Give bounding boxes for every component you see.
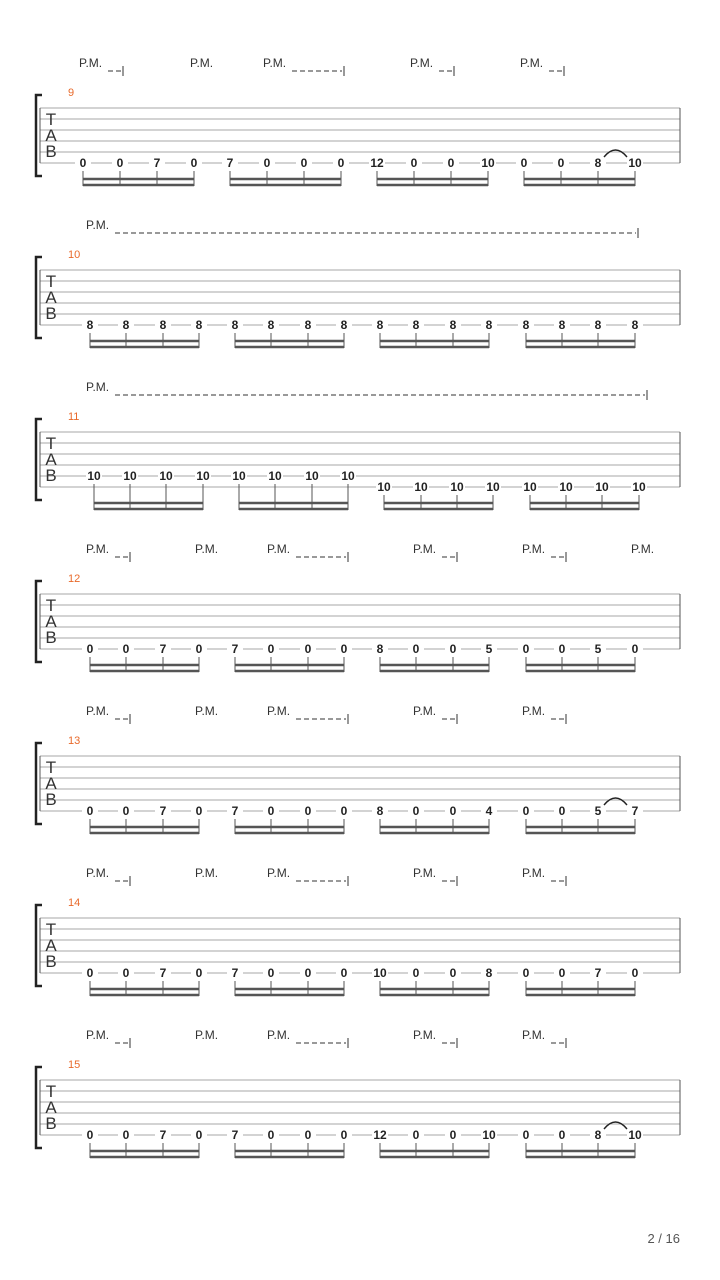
fret-number: 10	[486, 480, 500, 494]
fret-number: 7	[159, 1128, 167, 1142]
palm-mute-label: P.M.	[86, 704, 110, 718]
palm-mute-label: P.M.	[86, 1028, 110, 1042]
fret-number: 8	[631, 318, 639, 332]
tab-clef-letter: A	[45, 936, 57, 955]
palm-mute-label: P.M.	[522, 704, 546, 718]
palm-mute-label: P.M.	[522, 542, 546, 556]
fret-number: 10	[523, 480, 537, 494]
fret-number: 0	[449, 966, 457, 980]
measure-number: 10	[68, 249, 81, 261]
palm-mute-label: P.M.	[195, 704, 219, 718]
tab-system	[36, 866, 680, 996]
fret-number: 0	[340, 642, 348, 656]
fret-number: 10	[559, 480, 573, 494]
fret-number: 0	[267, 966, 275, 980]
fret-number: 0	[410, 156, 418, 170]
measure-number: 13	[68, 735, 81, 747]
palm-mute-label: P.M.	[86, 218, 110, 232]
fret-number: 5	[485, 642, 493, 656]
fret-number: 0	[86, 1128, 94, 1142]
fret-number: 10	[377, 480, 391, 494]
fret-number: 0	[304, 642, 312, 656]
fret-number: 7	[159, 966, 167, 980]
tab-clef-letter: B	[45, 952, 57, 971]
palm-mute-label: P.M.	[86, 866, 110, 880]
fret-number: 0	[340, 1128, 348, 1142]
system-bracket	[36, 743, 42, 824]
palm-mute-label: P.M.	[413, 704, 437, 718]
tab-clef-letter: T	[45, 434, 57, 453]
fret-number: 0	[122, 1128, 130, 1142]
tab-clef-letter: B	[45, 790, 57, 809]
fret-number: 8	[485, 966, 493, 980]
tab-clef-letter: A	[45, 612, 57, 631]
fret-number: 8	[376, 804, 384, 818]
fret-number: 10	[196, 469, 210, 483]
tab-clef-letter: A	[45, 450, 57, 469]
palm-mute-label: P.M.	[195, 866, 219, 880]
system-bracket	[36, 419, 42, 500]
palm-mute-label: P.M.	[86, 380, 110, 394]
fret-number: 0	[522, 804, 530, 818]
fret-number: 0	[412, 1128, 420, 1142]
fret-number: 10	[305, 469, 319, 483]
palm-mute-label: P.M.	[410, 56, 434, 70]
fret-number: 8	[522, 318, 530, 332]
fret-number: 8	[558, 318, 566, 332]
palm-mute-label: P.M.	[267, 866, 291, 880]
fret-number: 4	[485, 804, 493, 818]
fret-number: 0	[340, 966, 348, 980]
tab-clef-letter: B	[45, 628, 57, 647]
system-bracket	[36, 1067, 42, 1148]
palm-mute-label: P.M.	[267, 542, 291, 556]
fret-number: 0	[522, 1128, 530, 1142]
fret-number: 10	[87, 469, 101, 483]
fret-number: 7	[231, 966, 239, 980]
fret-number: 8	[340, 318, 348, 332]
fret-number: 0	[116, 156, 124, 170]
fret-number: 0	[631, 966, 639, 980]
page-number: 2 / 16	[647, 1231, 680, 1246]
fret-number: 8	[86, 318, 94, 332]
fret-number: 0	[304, 1128, 312, 1142]
fret-number: 0	[195, 804, 203, 818]
fret-number: 0	[122, 804, 130, 818]
fret-number: 0	[195, 642, 203, 656]
fret-number: 10	[632, 480, 646, 494]
tab-system	[36, 542, 680, 672]
fret-number: 10	[414, 480, 428, 494]
tab-clef-letter: T	[45, 920, 57, 939]
palm-mute-label: P.M.	[86, 542, 110, 556]
fret-number: 0	[122, 642, 130, 656]
fret-number: 8	[412, 318, 420, 332]
fret-number: 0	[558, 966, 566, 980]
palm-mute-label: P.M.	[413, 542, 437, 556]
tab-clef-letter: B	[45, 1114, 57, 1133]
fret-number: 0	[340, 804, 348, 818]
tie-arc	[604, 150, 627, 157]
palm-mute-label: P.M.	[263, 56, 287, 70]
fret-number: 0	[412, 966, 420, 980]
fret-number: 0	[195, 966, 203, 980]
palm-mute-label: P.M.	[413, 866, 437, 880]
palm-mute-label: P.M.	[522, 1028, 546, 1042]
fret-number: 8	[122, 318, 130, 332]
fret-number: 8	[594, 1128, 602, 1142]
fret-number: 0	[449, 804, 457, 818]
tab-system	[36, 1028, 680, 1158]
fret-number: 0	[558, 1128, 566, 1142]
fret-number: 0	[86, 804, 94, 818]
measure-number: 15	[68, 1059, 81, 1071]
fret-number: 7	[231, 642, 239, 656]
fret-number: 0	[86, 642, 94, 656]
fret-number: 0	[337, 156, 345, 170]
fret-number: 0	[263, 156, 271, 170]
fret-number: 0	[631, 642, 639, 656]
measure-number: 12	[68, 573, 81, 585]
fret-number: 10	[482, 1128, 496, 1142]
tab-clef-letter: A	[45, 288, 57, 307]
fret-number: 12	[370, 156, 384, 170]
fret-number: 0	[300, 156, 308, 170]
measure-number: 14	[68, 897, 81, 909]
tab-clef-letter: B	[45, 304, 57, 323]
fret-number: 7	[231, 804, 239, 818]
fret-number: 10	[595, 480, 609, 494]
fret-number: 0	[558, 642, 566, 656]
fret-number: 0	[558, 804, 566, 818]
fret-number: 7	[153, 156, 161, 170]
fret-number: 8	[304, 318, 312, 332]
palm-mute-label: P.M.	[195, 1028, 219, 1042]
fret-number: 10	[268, 469, 282, 483]
fret-number: 0	[520, 156, 528, 170]
fret-number: 0	[86, 966, 94, 980]
tie-arc	[604, 1122, 627, 1129]
measure-number: 9	[68, 87, 75, 99]
tab-clef-letter: A	[45, 126, 57, 145]
fret-number: 8	[594, 318, 602, 332]
fret-number: 7	[159, 804, 167, 818]
tab-clef-letter: T	[45, 272, 57, 291]
fret-number: 7	[231, 1128, 239, 1142]
fret-number: 7	[226, 156, 234, 170]
measure-number: 11	[68, 411, 80, 423]
fret-number: 7	[594, 966, 602, 980]
tab-clef-letter: B	[45, 142, 57, 161]
system-bracket	[36, 95, 42, 176]
fret-number: 8	[594, 156, 602, 170]
tab-clef-letter: T	[45, 1082, 57, 1101]
fret-number: 10	[450, 480, 464, 494]
system-bracket	[36, 581, 42, 662]
fret-number: 10	[341, 469, 355, 483]
tab-system	[36, 380, 680, 510]
fret-number: 0	[190, 156, 198, 170]
tab-system	[36, 704, 680, 834]
fret-number: 0	[267, 804, 275, 818]
fret-number: 10	[481, 156, 495, 170]
fret-number: 0	[267, 642, 275, 656]
fret-number: 8	[376, 642, 384, 656]
fret-number: 0	[447, 156, 455, 170]
fret-number: 10	[628, 156, 642, 170]
fret-number: 5	[594, 642, 602, 656]
palm-mute-label: P.M.	[195, 542, 219, 556]
tab-clef-letter: A	[45, 774, 57, 793]
fret-number: 0	[449, 1128, 457, 1142]
fret-number: 10	[159, 469, 173, 483]
fret-number: 0	[412, 804, 420, 818]
fret-number: 8	[376, 318, 384, 332]
fret-number: 8	[267, 318, 275, 332]
palm-mute-label: P.M.	[190, 56, 214, 70]
fret-number: 5	[594, 804, 602, 818]
tab-system	[36, 218, 680, 348]
palm-mute-label: P.M.	[413, 1028, 437, 1042]
tab-clef-letter: T	[45, 110, 57, 129]
palm-mute-label: P.M.	[520, 56, 544, 70]
fret-number: 0	[79, 156, 87, 170]
fret-number: 0	[267, 1128, 275, 1142]
fret-number: 0	[522, 966, 530, 980]
fret-number: 0	[557, 156, 565, 170]
fret-number: 7	[631, 804, 639, 818]
fret-number: 10	[373, 966, 387, 980]
palm-mute-label: P.M.	[79, 56, 103, 70]
fret-number: 7	[159, 642, 167, 656]
fret-number: 10	[123, 469, 137, 483]
palm-mute-label: P.M.	[522, 866, 546, 880]
tab-clef-letter: A	[45, 1098, 57, 1117]
fret-number: 0	[522, 642, 530, 656]
tie-arc	[604, 798, 627, 805]
fret-number: 8	[159, 318, 167, 332]
fret-number: 0	[449, 642, 457, 656]
fret-number: 10	[628, 1128, 642, 1142]
fret-number: 0	[412, 642, 420, 656]
fret-number: 8	[485, 318, 493, 332]
palm-mute-label: P.M.	[267, 1028, 291, 1042]
fret-number: 10	[232, 469, 246, 483]
tab-clef-letter: T	[45, 596, 57, 615]
tab-clef-letter: B	[45, 466, 57, 485]
fret-number: 0	[122, 966, 130, 980]
fret-number: 0	[304, 804, 312, 818]
fret-number: 8	[231, 318, 239, 332]
fret-number: 8	[449, 318, 457, 332]
fret-number: 12	[373, 1128, 387, 1142]
tab-system	[36, 56, 680, 186]
system-bracket	[36, 905, 42, 986]
fret-number: 8	[195, 318, 203, 332]
system-bracket	[36, 257, 42, 338]
fret-number: 0	[195, 1128, 203, 1142]
tab-clef-letter: T	[45, 758, 57, 777]
palm-mute-label: P.M.	[267, 704, 291, 718]
palm-mute-label: P.M.	[631, 542, 655, 556]
fret-number: 0	[304, 966, 312, 980]
